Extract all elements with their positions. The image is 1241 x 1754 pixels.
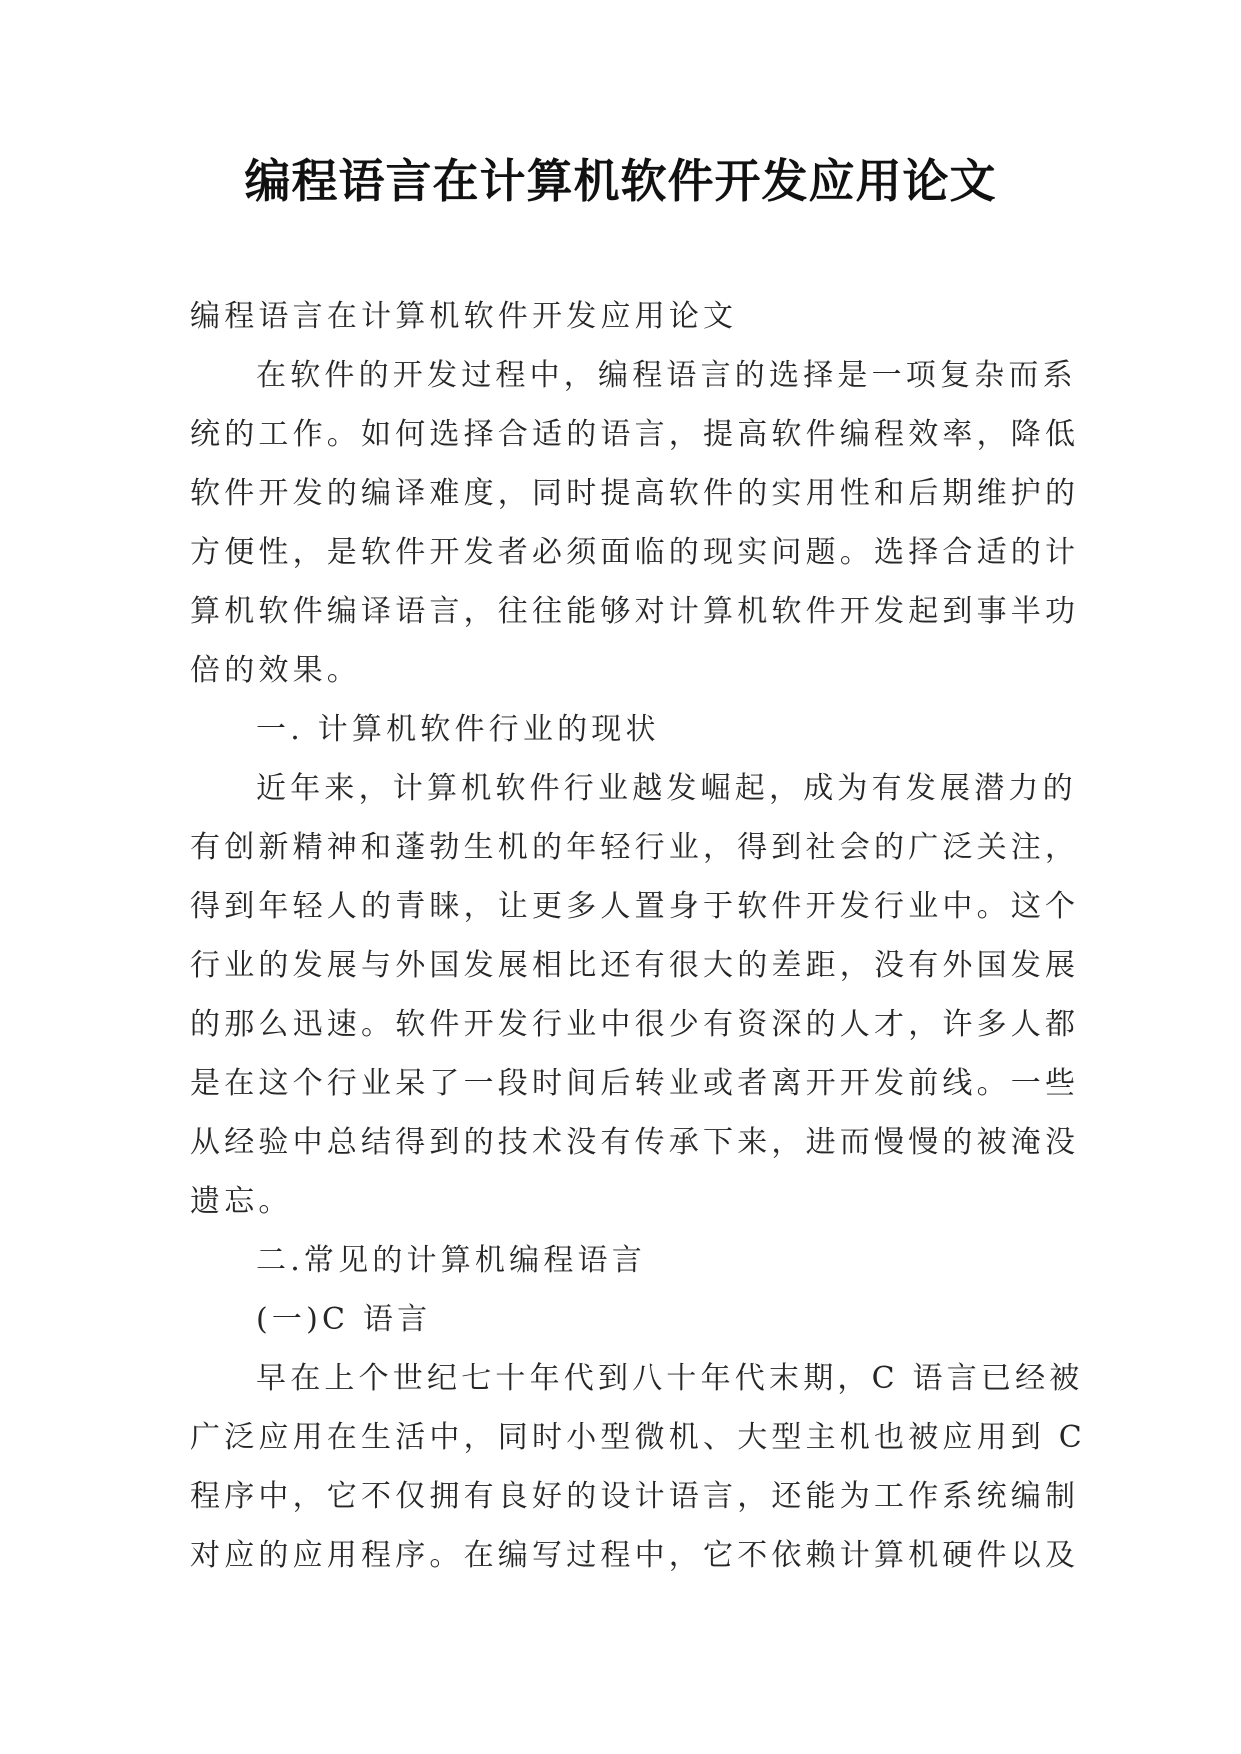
body-line: 算机软件编译语言，往往能够对计算机软件开发起到事半功	[190, 594, 1080, 629]
body-line: 广泛应用在生活中，同时小型微机、大型主机也被应用到 C	[190, 1420, 1086, 1455]
section-heading: 一. 计算机软件行业的现状	[256, 712, 660, 747]
section-heading: 二.常见的计算机编程语言	[256, 1243, 646, 1278]
body-line: 软件开发的编译难度，同时提高软件的实用性和后期维护的	[190, 476, 1080, 511]
body-line: 从经验中总结得到的技术没有传承下来，进而慢慢的被淹没	[190, 1125, 1080, 1160]
body-line: 倍的效果。	[190, 653, 361, 688]
body-line: 遗忘。	[190, 1184, 293, 1219]
body-line: 对应的应用程序。在编写过程中，它不依赖计算机硬件以及	[190, 1538, 1080, 1573]
body-line: 行业的发展与外国发展相比还有很大的差距，没有外国发展	[190, 948, 1080, 983]
document-title: 编程语言在计算机软件开发应用论文	[244, 154, 997, 208]
body-line: 的那么迅速。软件开发行业中很少有资深的人才，许多人都	[190, 1007, 1080, 1042]
body-line: 程序中，它不仅拥有良好的设计语言，还能为工作系统编制	[190, 1479, 1080, 1514]
body-line: 早在上个世纪七十年代到八十年代末期，C 语言已经被	[256, 1361, 1084, 1396]
body-line: 统的工作。如何选择合适的语言，提高软件编程效率，降低	[190, 417, 1080, 452]
body-line: 编程语言在计算机软件开发应用论文	[190, 299, 738, 334]
body-line: 在软件的开发过程中，编程语言的选择是一项复杂而系	[256, 358, 1077, 393]
body-line: 方便性，是软件开发者必须面临的现实问题。选择合适的计	[190, 535, 1080, 570]
document-body	[190, 287, 1086, 1585]
body-line: 近年来，计算机软件行业越发崛起，成为有发展潜力的	[256, 771, 1077, 806]
body-line: 得到年轻人的青睐，让更多人置身于软件开发行业中。这个	[190, 889, 1080, 924]
subsection-heading: (一)C 语言	[256, 1302, 432, 1337]
body-line: 有创新精神和蓬勃生机的年轻行业，得到社会的广泛关注，	[190, 830, 1080, 865]
body-line: 是在这个行业呆了一段时间后转业或者离开开发前线。一些	[190, 1066, 1080, 1101]
